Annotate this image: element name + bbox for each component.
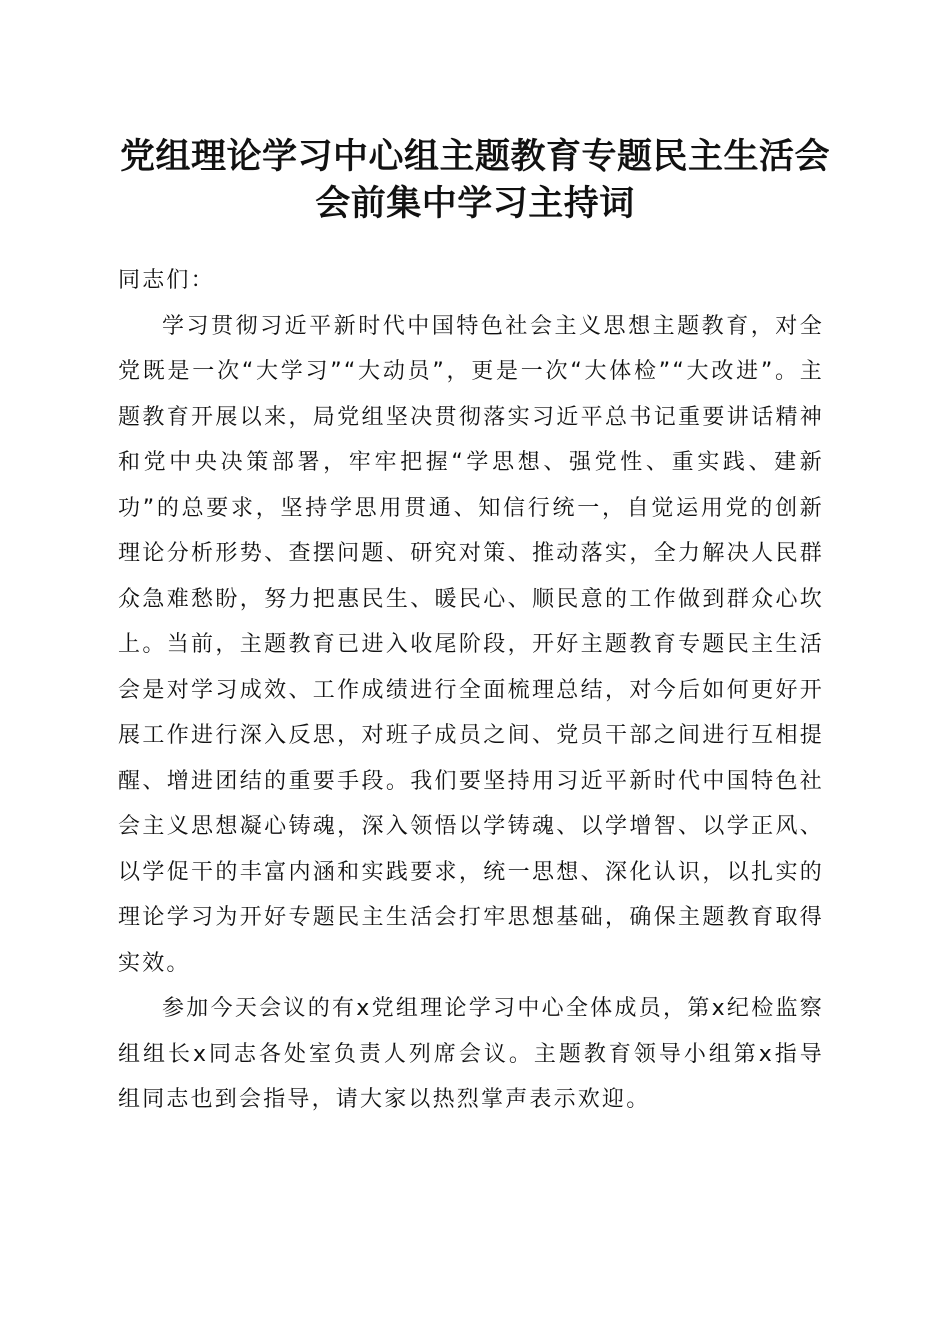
document-title [110, 133, 840, 227]
document-body [118, 258, 824, 1123]
paragraph-2: 参加今天会议的有x党组理论学习中心全体成员，第x纪检监察组组长x同志各处室负责人列席会议。主题教育领导小组第x指导组同志也到会指导，请大家以热烈掌声表示欢迎。 [118, 996, 824, 1112]
title-line-1: 党组理论学习中心组主题教育专题民主生活会 [119, 136, 830, 177]
title-line-2: 会前集中学习主持词 [315, 183, 635, 224]
salutation: 同志们： [118, 268, 215, 293]
paragraph-1: 学习贯彻习近平新时代中国特色社会主义思想主题教育，对全党既是一次“大学习”“大动员”，更是一次“大体检”“大改进”。主题教育开展以来，局党组坚决贯彻落实习近平总书记重要讲话精神和党中央决策部署，牢牢把握“学思想、强党性、重实践、建新功”的总要求，坚持学思用贯通、知信行统一，自觉运用党的创新理论分析形势、查摆问题、研究对策、推动落实，全力解决人民群众急难愁盼，努力把惠民生、暖民心、顺民意的工作做到群众心坎上。当前，主题教育已进入收尾阶段，开好主题教育专题民主生活会是对学习成效、工作成绩进行全面梳理总结，对今后如何更好开展工作进行深入反思，对班子成员之间、党员干部之间进行互相提醒、增进团结的重要手段。我们要坚持用习近平新时代中国特色社会主义思想凝心铸魂，深入领悟以学铸魂、以学增智、以学正风、以学促干的丰富内涵和实践要求，统一思想、深化认识，以扎实的理论学习为开好专题民主生活会打牢思想基础，确保主题教育取得实效。 [118, 313, 824, 976]
